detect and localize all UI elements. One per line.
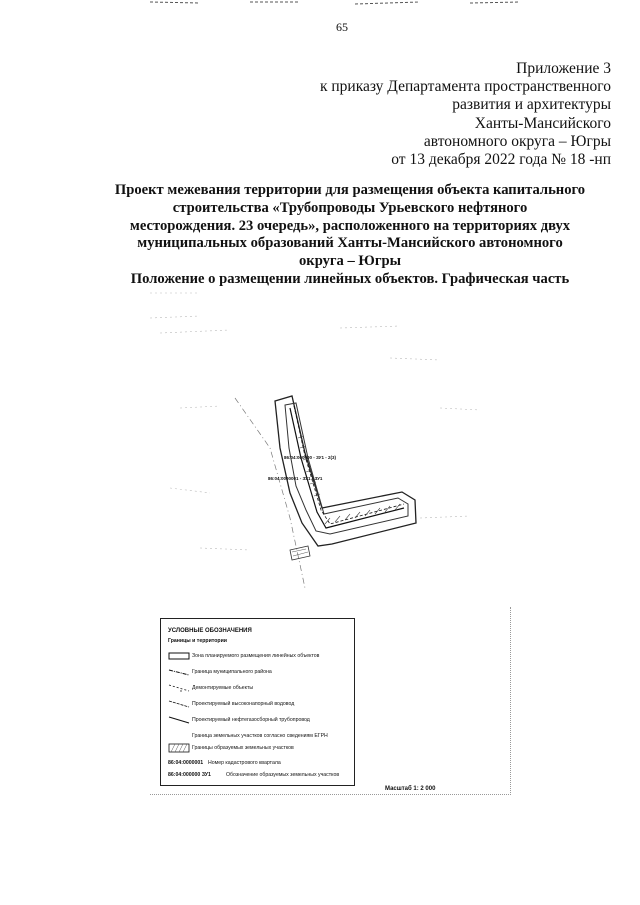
svg-text:x: x bbox=[180, 688, 182, 693]
legend-label: Зона планируемого размещения линейных объектов bbox=[192, 653, 320, 659]
document-title bbox=[70, 182, 630, 289]
map-scale: Масштаб 1: 2 000 bbox=[385, 786, 436, 792]
title-line: месторождения. 23 очередь», расположенного на территориях двух bbox=[129, 217, 571, 234]
appendix-line: Приложение 3 bbox=[516, 60, 611, 77]
map-legend bbox=[160, 618, 355, 786]
title-line: строительства «Трубопроводы Урьевского нефтяного bbox=[172, 199, 528, 216]
appendix-line: от 13 декабря 2022 года № 18 -нп bbox=[391, 151, 611, 169]
legend-label: Обозначение образуемых земельных участков bbox=[226, 772, 340, 778]
appendix-block bbox=[271, 60, 611, 169]
legend-item bbox=[168, 651, 353, 661]
title-line: округа – Югры bbox=[298, 253, 401, 270]
legend-code: 86:04:000000 ЗУ1 bbox=[168, 772, 211, 778]
legend-label: Граница земельных участков согласно сведениям ЕГРН bbox=[192, 733, 328, 739]
legend-code: 86:04:0000001 bbox=[168, 760, 204, 766]
legend-label: Номер кадастрового квартала bbox=[208, 760, 281, 766]
parcel-label: 86:04:000000 - ЗУ1 - 2(3) bbox=[284, 455, 336, 460]
legend-code-row bbox=[168, 758, 353, 768]
legend-item bbox=[168, 667, 353, 677]
oil-pipe-icon bbox=[168, 715, 190, 725]
legend-item bbox=[168, 715, 353, 725]
appendix-line: развития и архитектуры bbox=[452, 96, 611, 114]
legend-item bbox=[168, 743, 353, 753]
title-line: Проект межевания территории для размещения объекта капитального bbox=[114, 182, 586, 198]
legend-label: Граница муниципального района bbox=[192, 669, 272, 675]
dismantle-line-icon bbox=[168, 683, 190, 693]
title-line: муниципальных образований Ханты-Мансийского автономного bbox=[137, 235, 563, 252]
title-line: Положение о размещении линейных объектов. Графическая часть bbox=[130, 270, 570, 287]
zone-rect-icon bbox=[168, 651, 190, 661]
water-pipe-icon bbox=[168, 699, 190, 709]
page-number: 65 bbox=[336, 20, 348, 34]
legend-label: Проектируемый нефтегазосборный трубопровод bbox=[192, 717, 310, 723]
legend-label: Проектируемый высоконапорный водовод bbox=[192, 701, 295, 707]
legend-code-row bbox=[168, 770, 353, 780]
legend-label: Границы образуемых земельных участков bbox=[192, 745, 294, 751]
legend-item bbox=[168, 683, 353, 693]
site-plan-map bbox=[140, 288, 500, 598]
scan-artifact bbox=[0, 0, 640, 8]
appendix-line: к приказу Департамента пространственного bbox=[319, 78, 611, 96]
parcel-label: 86:04:0000001 - ЗУ1 - ЗУ1 bbox=[268, 476, 323, 481]
legend-label: Демонтируемые объекты bbox=[192, 685, 254, 691]
legend-item bbox=[168, 731, 353, 741]
legend-title: УСЛОВНЫЕ ОБОЗНАЧЕНИЯ bbox=[168, 628, 252, 634]
boundary-line-icon bbox=[168, 667, 190, 677]
hatched-parcel-icon bbox=[168, 743, 190, 753]
appendix-line: автономного округа – Югры bbox=[423, 132, 611, 150]
appendix-line: Ханты-Мансийского bbox=[474, 114, 611, 132]
legend-subtitle: Границы и территории bbox=[168, 638, 227, 644]
legend-item bbox=[168, 699, 353, 709]
